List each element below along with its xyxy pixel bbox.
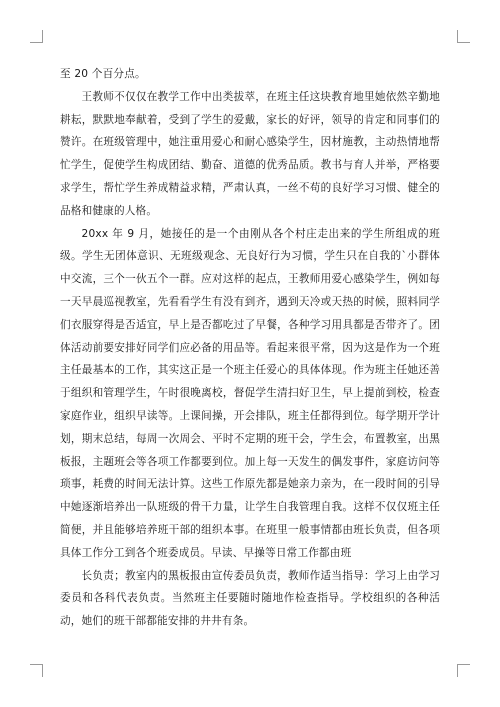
crop-mark-top-left xyxy=(30,30,43,43)
crop-mark-bottom-right xyxy=(457,664,470,677)
crop-mark-top-right xyxy=(457,30,470,43)
paragraph-continuation: 至 20 个百分点。 xyxy=(60,68,146,80)
paragraph-class-management: 20xx 年 9 月，她接任的是一个由刚从各个村庄走出来的学生所组成的班级。学生无团体意识、无班级观念、无良好行为习惯，学生只在自我的`小群体中交流，三个一伙五个一群。应对这样的起点，王教师用爱心感染学生，例如每一天早晨巡视教室，先看看学生有没有到齐，遇到天冷或天热的时候，照料同学们衣服穿得是否适宜，早上是否都吃过了早餐，各种学习用具都是否带齐了。团体活动前要安排好同学们应必备的用品等。看起来很平常，因为这是作为一个班主任最基本的工作，其实这正是一个班主任爱心的具体体现。作为班主任她还善于组织和管理学生，午时很晚离校，督促学生清扫好卫生，早上提前到校，检查家庭作业，组织早读等。上课间操，开会排队，班主任都得到位。每学期开学计划，期末总结，每周一次周会、平时不定期的班干会，学生会，布置教室，出黑板报，主题班会等各项工作都要到位。加上每一天发生的偶发事件，家庭访问等琐事，耗费的时间无法计算。这些工作原先都是她亲力亲为，在一段时间的引导中她逐渐培养出一队班级的骨干力量，让学生自我管理自我。这样不仅仅班主任简便，并且能够培养班干部的组织本事。在班里一般事情都由班长负责，但各项具体工作分工到各个班委成员。早读、早操等日常工作都由班 xyxy=(60,227,440,559)
paragraph-teacher-overview: 王教师不仅仅在教学工作中出类拔萃，在班主任这块教育地里她依然辛勤地耕耘，默默地奉献着，受到了学生的爱戴，家长的好评，领导的肯定和同事们的赞许。在班级管理中，她注重用爱心和耐心感染学生，因材施教，主动热情地帮忙学生，促使学生构成团结、勤奋、道德的优秀品质。教书与育人并举，严格要求学生，帮忙学生养成精益求精，严肃认真，一丝不苟的良好学习习惯、健全的品格和健康的人格。 xyxy=(60,90,440,217)
paragraph-class-cadres: 长负责；教室内的黑板报由宣传委员负责，教师作适当指导：学习上由学习委员和各科代表负责。当然班主任要随时随地作检查指导。学校组织的各种活动，她们的班干部都能安排的井井有条。 xyxy=(60,569,440,628)
crop-mark-bottom-left xyxy=(30,664,43,677)
document-body xyxy=(60,63,440,633)
